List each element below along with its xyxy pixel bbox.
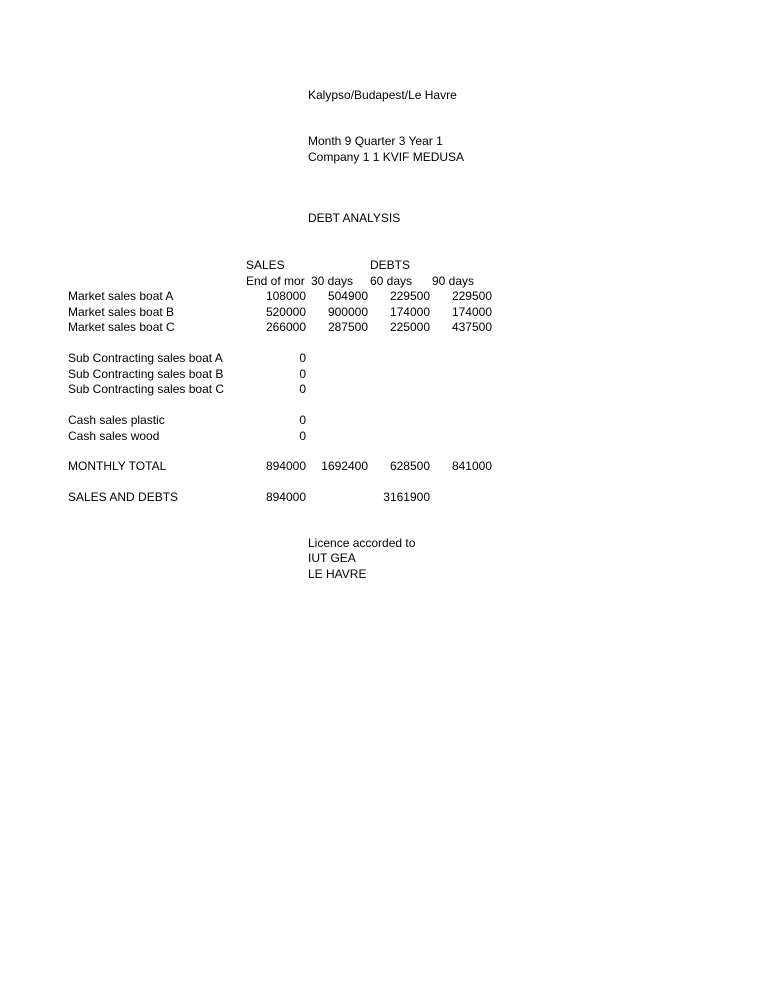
sales-group-header: SALES <box>246 258 285 272</box>
sales-cell: 0 <box>299 413 306 427</box>
debt-90-cell: 229500 <box>451 289 492 303</box>
report-title: DEBT ANALYSIS <box>308 211 401 225</box>
debt-30-cell: 1692400 <box>321 459 368 473</box>
location-title: Kalypso/Budapest/Le Havre <box>308 88 457 102</box>
licence-city: LE HAVRE <box>308 567 367 581</box>
debt-60-cell: 225000 <box>389 320 430 334</box>
sales-cell: 266000 <box>265 320 306 334</box>
sales-cell: 0 <box>299 351 306 365</box>
debts-group-header: DEBTS <box>370 258 411 272</box>
debt-90-cell: 841000 <box>451 459 492 473</box>
row-label: Sub Contracting sales boat C <box>68 382 225 396</box>
debt-60-cell: 174000 <box>389 305 430 319</box>
30-days-header: 30 days <box>311 274 354 288</box>
sales-cell: 0 <box>299 429 306 443</box>
sales-cell: 0 <box>299 382 306 396</box>
company-line: Company 1 1 KVIF MEDUSA <box>308 150 465 164</box>
debt-90-cell: 174000 <box>451 305 492 319</box>
debt-60-cell: 229500 <box>389 289 430 303</box>
debt-30-cell: 287500 <box>327 320 368 334</box>
row-label: Market sales boat C <box>68 320 175 334</box>
sales-cell: 108000 <box>265 289 306 303</box>
licence-line: Licence accorded to <box>308 536 416 550</box>
sales-cell: 520000 <box>265 305 306 319</box>
row-label: Cash sales wood <box>68 429 160 443</box>
row-label: MONTHLY TOTAL <box>68 459 167 473</box>
debt-90-cell: 437500 <box>451 320 492 334</box>
debt-60-cell: 628500 <box>389 459 430 473</box>
row-label: Sub Contracting sales boat A <box>68 351 223 365</box>
end-of-month-header: End of mor <box>246 274 305 288</box>
row-label: Sub Contracting sales boat B <box>68 367 224 381</box>
row-label: Market sales boat A <box>68 289 174 303</box>
row-label: Cash sales plastic <box>68 413 165 427</box>
sales-cell: 894000 <box>265 459 306 473</box>
row-label: Market sales boat B <box>68 305 175 319</box>
debt-30-cell: 900000 <box>327 305 368 319</box>
debts-total-cell: 3161900 <box>383 490 430 504</box>
debt-30-cell: 504900 <box>327 289 368 303</box>
row-label: SALES AND DEBTS <box>68 490 179 504</box>
sales-cell: 0 <box>299 367 306 381</box>
period-line: Month 9 Quarter 3 Year 1 <box>308 134 443 148</box>
licence-institution: IUT GEA <box>308 551 356 565</box>
sales-cell: 894000 <box>265 490 306 504</box>
60-days-header: 60 days <box>370 274 413 288</box>
90-days-header: 90 days <box>432 274 475 288</box>
